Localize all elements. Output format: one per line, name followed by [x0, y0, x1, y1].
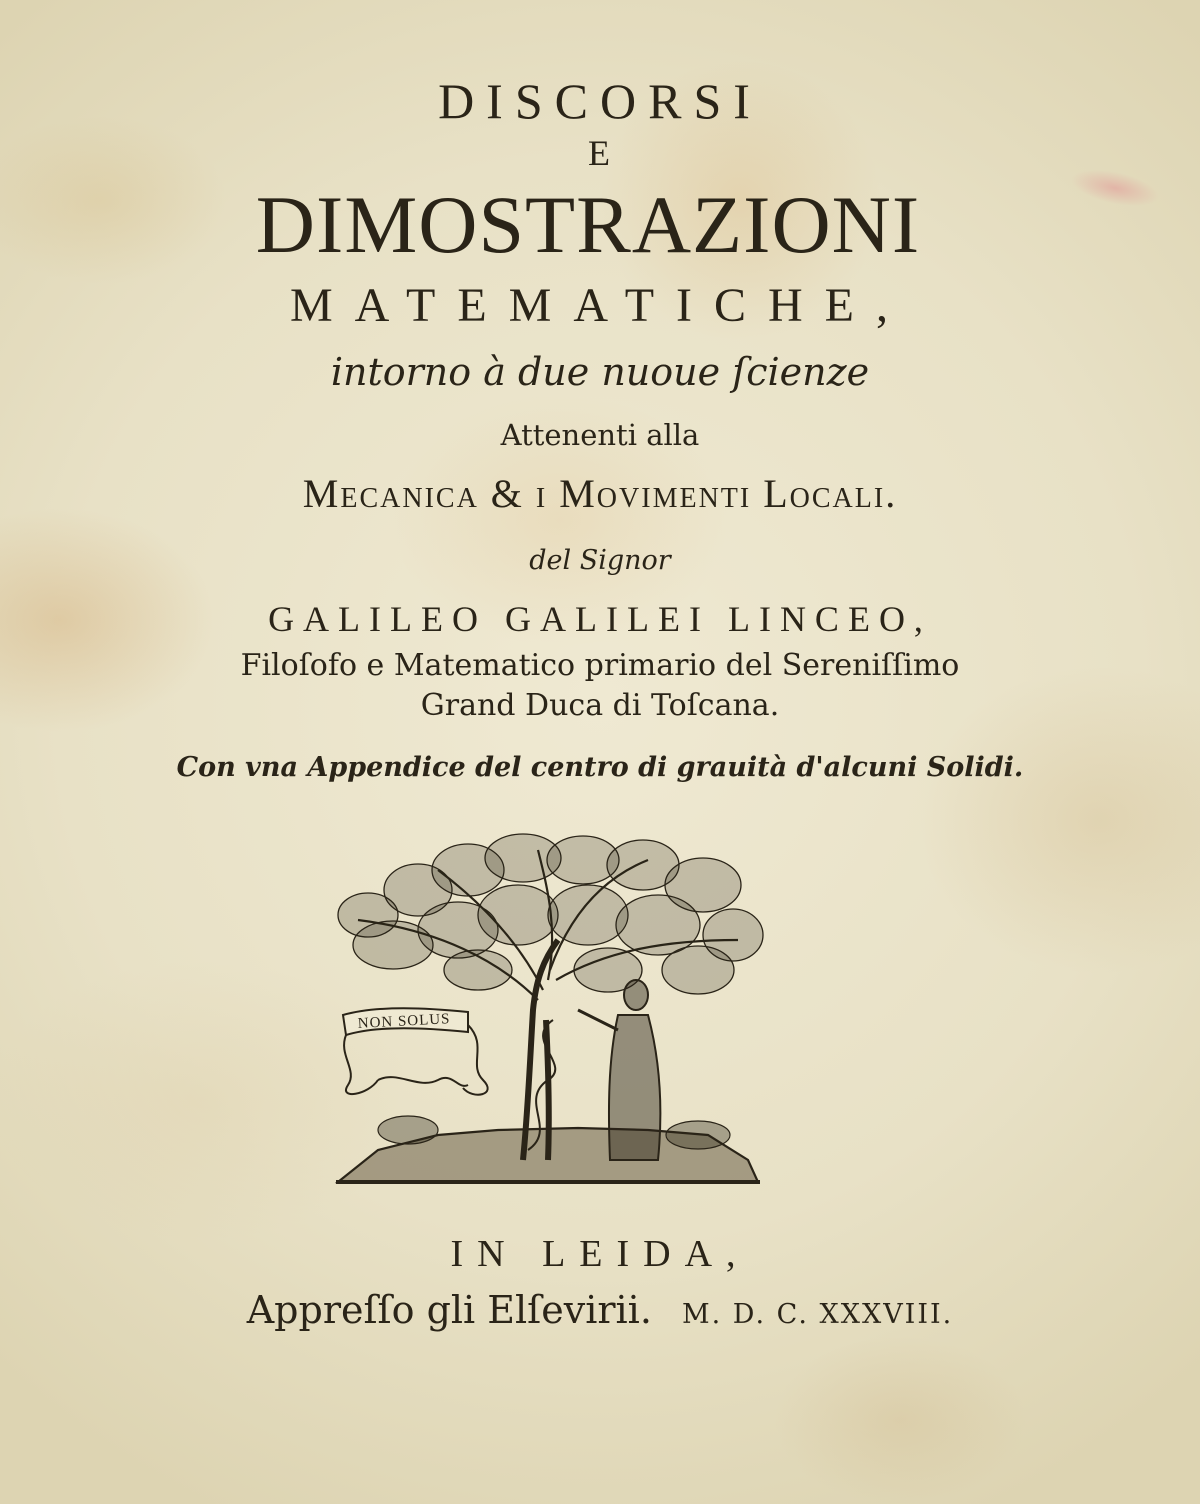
- printers-device-emblem: [318, 830, 768, 1190]
- author-name: GALILEO GALILEI LINCEO,: [268, 599, 932, 639]
- title-discorsi: DISCORSI: [438, 73, 762, 129]
- author-role-line-2: Grand Duca di Toſcana.: [420, 688, 780, 723]
- title-dimostrazioni: DIMOSTRAZIONI: [255, 179, 921, 270]
- subject-line: Mecanica & i Movimenti Locali.: [302, 471, 898, 516]
- attenenti-line: Attenenti alla: [500, 418, 700, 452]
- author-role-line-1: Filoſofo e Matematico primario del Sereniſſimo: [240, 648, 960, 683]
- del-signor-line: del Signor: [529, 545, 671, 576]
- banner-motto: NON SOLUS: [357, 1011, 451, 1032]
- imprint-line: [0, 1288, 1200, 1332]
- imprint-place: IN LEIDA,: [450, 1233, 750, 1275]
- imprint-publisher: Appreſſo gli Elſevirii.: [246, 1288, 652, 1332]
- subtitle: intorno à due nuoue ſcienze: [330, 350, 870, 394]
- title-conjunction: E: [588, 133, 612, 173]
- title-matematiche: MATEMATICHE,: [290, 279, 910, 332]
- appendix-line: Con vna Appendice del centro di grauità d'alcuni Solidi.: [176, 752, 1024, 783]
- imprint-date: M. D. C. XXXVIII.: [682, 1299, 954, 1330]
